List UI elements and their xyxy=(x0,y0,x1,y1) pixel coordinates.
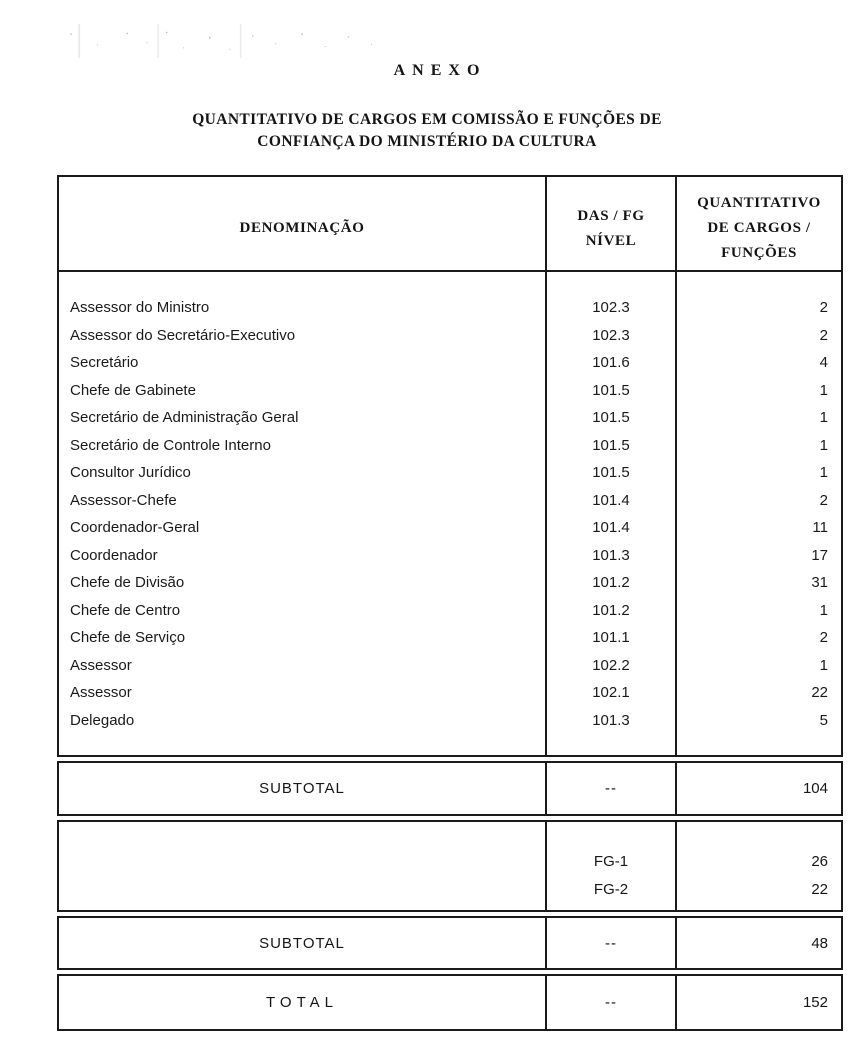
cell-quantidade: 1 xyxy=(819,436,828,454)
cell-nivel: 101.1 xyxy=(592,629,630,647)
document-title xyxy=(0,109,854,153)
cell-fg-quantidade: 26 xyxy=(811,852,828,870)
cell-quantidade: 1 xyxy=(819,409,828,427)
cell-nivel: 101.2 xyxy=(592,574,630,592)
subtotal2-quantidade: 48 xyxy=(811,934,828,952)
subtotal2-nivel: -- xyxy=(547,918,677,968)
cell-quantidade: 2 xyxy=(819,629,828,647)
subtotal1-nivel: -- xyxy=(547,763,677,814)
cell-quantidade: 1 xyxy=(819,601,828,619)
total-row xyxy=(57,974,843,1031)
cell-denominacao: Chefe de Gabinete xyxy=(70,381,196,399)
table-header-row xyxy=(59,177,841,272)
subtotal-row-2 xyxy=(57,916,843,970)
subtotal2-label: SUBTOTAL xyxy=(59,918,547,968)
anexo-heading: ANEXO xyxy=(393,62,487,79)
cell-nivel: 102.1 xyxy=(592,684,630,702)
cell-fg-nivel: FG-1 xyxy=(593,852,629,870)
subtotal1-label: SUBTOTAL xyxy=(59,763,547,814)
cell-quantidade: 5 xyxy=(819,711,828,729)
header-quantitativo: QUANTITATIVO DE CARGOS / FUNÇÕES xyxy=(697,195,821,261)
cell-nivel: 102.3 xyxy=(592,299,630,317)
document-title-line2: CONFIANÇA DO MINISTÉRIO DA CULTURA xyxy=(257,133,597,150)
cell-quantidade: 2 xyxy=(819,491,828,509)
cargo-table xyxy=(57,175,843,1031)
scan-noise-artifact xyxy=(58,24,388,58)
fg-quantidade-column xyxy=(677,822,841,910)
cell-quantidade: 17 xyxy=(811,546,828,564)
cell-nivel: 101.4 xyxy=(592,519,630,537)
cell-nivel: 101.5 xyxy=(592,436,630,454)
cell-quantidade: 2 xyxy=(819,326,828,344)
cell-denominacao: Assessor xyxy=(70,684,132,702)
cell-quantidade: 1 xyxy=(819,381,828,399)
cell-denominacao: Assessor-Chefe xyxy=(70,491,177,509)
cell-denominacao: Secretário de Administração Geral xyxy=(70,409,299,427)
cell-quantidade: 31 xyxy=(811,574,828,592)
cell-nivel: 102.3 xyxy=(592,326,630,344)
document-title-line1: QUANTITATIVO DE CARGOS EM COMISSÃO E FUNÇÕES DE xyxy=(192,111,662,128)
cell-nivel: 101.6 xyxy=(592,354,630,372)
cell-denominacao: Consultor Jurídico xyxy=(70,464,191,482)
fg-denominacao-empty xyxy=(59,822,547,910)
cell-quantidade: 22 xyxy=(811,684,828,702)
subtotal-row-1 xyxy=(57,761,843,816)
cell-denominacao: Secretário xyxy=(70,354,139,372)
column-denominacao xyxy=(59,272,547,755)
cell-nivel: 101.3 xyxy=(592,711,630,729)
cell-denominacao: Assessor xyxy=(70,656,132,674)
cell-denominacao: Chefe de Divisão xyxy=(70,574,185,592)
cell-nivel: 101.5 xyxy=(592,409,630,427)
cell-denominacao: Assessor do Secretário-Executivo xyxy=(70,326,296,344)
cell-quantidade: 1 xyxy=(819,656,828,674)
cell-fg-quantidade: 22 xyxy=(811,880,828,898)
cell-denominacao: Assessor do Ministro xyxy=(70,299,210,317)
cell-fg-nivel: FG-2 xyxy=(593,880,629,898)
total-quantidade: 152 xyxy=(802,994,828,1011)
cell-denominacao: Secretário de Controle Interno xyxy=(70,436,271,454)
cell-quantidade: 1 xyxy=(819,464,828,482)
column-quantidade xyxy=(677,272,841,755)
cell-quantidade: 4 xyxy=(819,354,828,372)
cell-nivel: 101.2 xyxy=(592,601,630,619)
total-nivel: -- xyxy=(547,976,677,1029)
header-das-fg-nivel: DAS / FG NÍVEL xyxy=(547,177,677,270)
table-main-section xyxy=(57,175,843,757)
header-denominacao: DENOMINAÇÃO xyxy=(59,177,547,270)
column-nivel xyxy=(547,272,677,755)
table-body xyxy=(59,272,841,755)
cell-denominacao: Chefe de Centro xyxy=(70,601,181,619)
fg-nivel-column xyxy=(547,822,677,910)
cell-nivel: 102.2 xyxy=(592,656,630,674)
cell-denominacao: Chefe de Serviço xyxy=(70,629,186,647)
cell-quantidade: 11 xyxy=(812,519,828,537)
cell-nivel: 101.4 xyxy=(592,491,630,509)
cell-nivel: 101.5 xyxy=(592,381,630,399)
cell-nivel: 101.5 xyxy=(592,464,630,482)
cell-denominacao: Coordenador-Geral xyxy=(70,519,200,537)
cell-nivel: 101.3 xyxy=(592,546,630,564)
cell-denominacao: Coordenador xyxy=(70,546,158,564)
subtotal1-quantidade: 104 xyxy=(802,780,828,797)
total-label: TOTAL xyxy=(59,976,547,1029)
cell-quantidade: 2 xyxy=(819,299,828,317)
fg-section xyxy=(57,820,843,912)
cell-denominacao: Delegado xyxy=(70,711,135,729)
